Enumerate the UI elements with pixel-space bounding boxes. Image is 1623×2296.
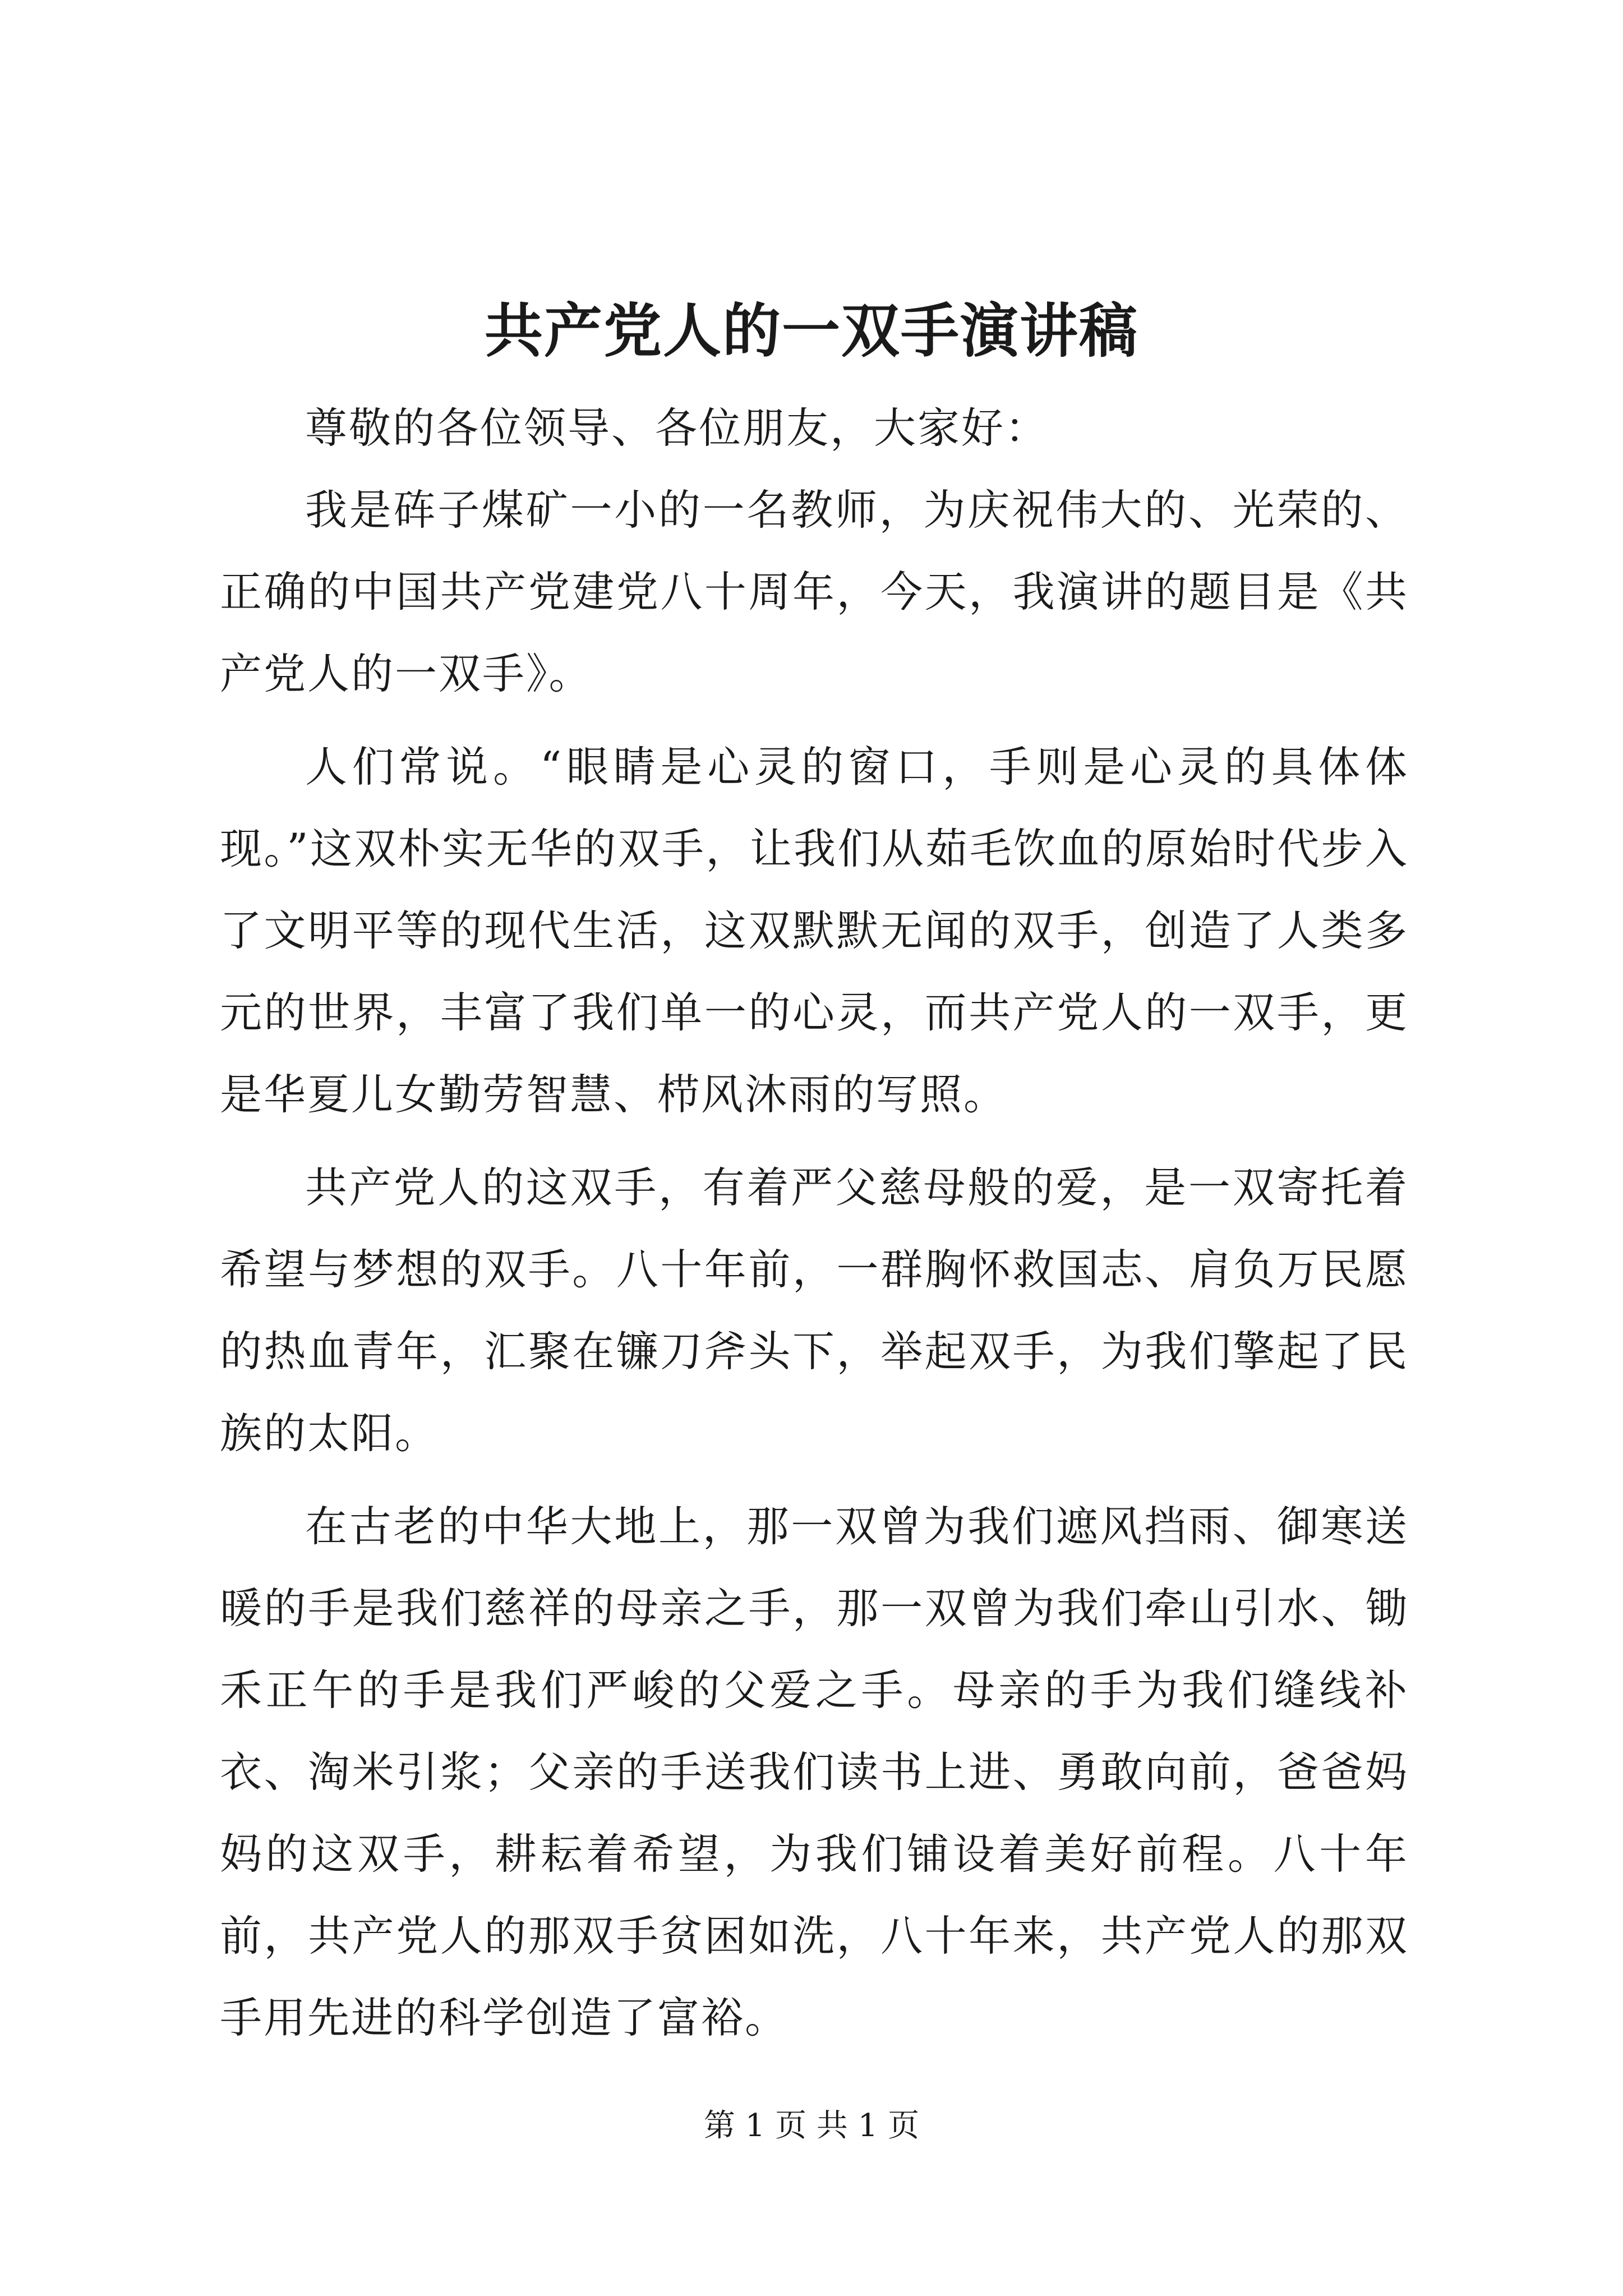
document-title: 共产党人的一双手演讲稿: [484, 296, 1138, 365]
paragraph-greeting: 尊敬的各位领导、各位朋友，大家好：: [305, 403, 1049, 453]
paragraph-introduction: 我是砗子煤矿一小的一名教师，为庆祝伟大的、光荣的、正确的中国共产党建党八十周年，今天，我演讲的题目是《共产党人的一双手》。: [220, 485, 1409, 698]
document-body: [220, 387, 1409, 2059]
paragraph-hands-meaning: 人们常说。“眼睛是心灵的窗口，手则是心灵的具体体现。”这双朴实无华的双手，让我们从茹毛饮血的原始时代步入了文明平等的现代生活，这双默默无闻的双手，创造了人类多元的世界，丰富了我们单一的心灵，而共产党人的一双手，更是华夏儿女勤劳智慧、栉风沐雨的写照。: [220, 742, 1409, 1119]
paragraph-mother-father-hands: 在古老的中华大地上，那一双曾为我们遮风挡雨、御寒送暖的手是我们慈祥的母亲之手，那一双曾为我们牵山引水、锄禾正午的手是我们严峻的父爱之手。母亲的手为我们缝线补衣、淘米引浆；父亲的手送我们读书上进、勇敢向前，爸爸妈妈的这双手，耕耘着希望，为我们铺设着美好前程。八十年前，共产党人的那双手贫困如洗，八十年来，共产党人的那双手用先进的科学创造了富裕。: [220, 1502, 1409, 2042]
paragraph-parental-love: 共产党人的这双手，有着严父慈母般的爱，是一双寄托着希望与梦想的双手。八十年前，一群胸怀救国志、肩负万民愿的热血青年，汇聚在镰刀斧头下，举起双手，为我们擎起了民族的太阳。: [220, 1163, 1409, 1458]
page-footer: 第 1 页 共 1 页: [703, 2108, 920, 2144]
